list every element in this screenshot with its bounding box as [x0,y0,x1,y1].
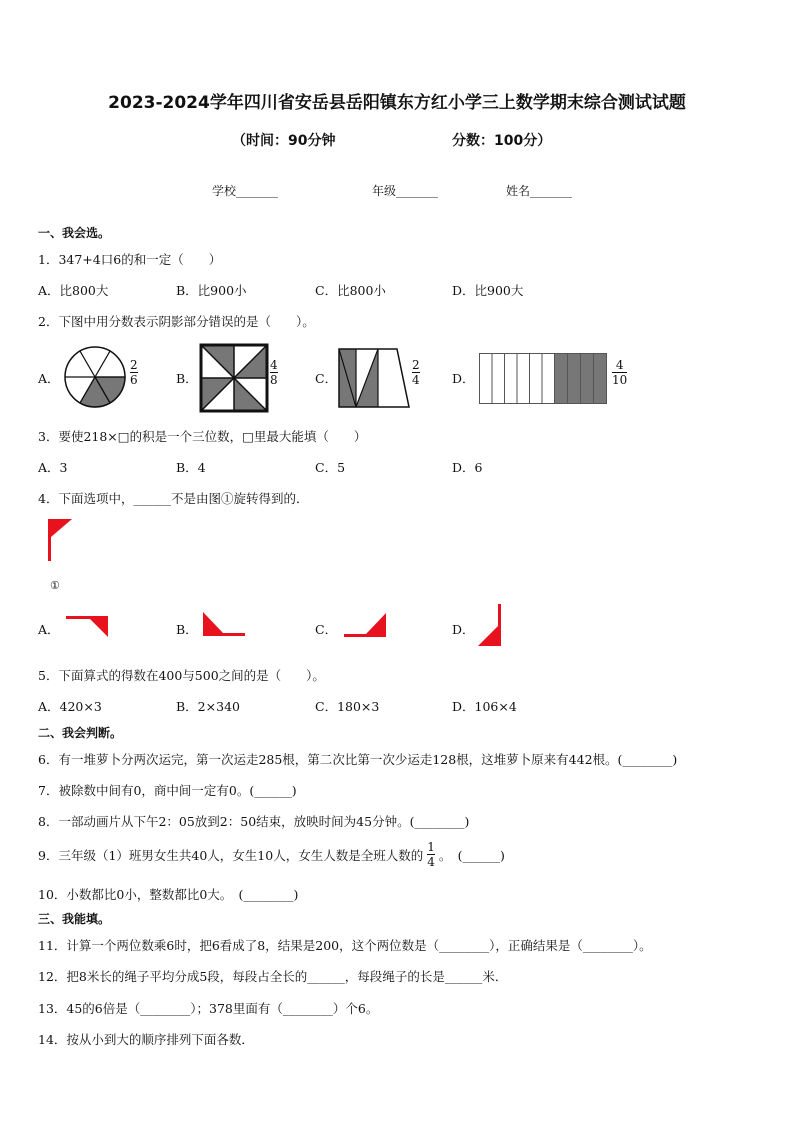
figure-1-label: ① [50,579,60,592]
section-heading: 二、我会判断。 [38,726,123,740]
rotated-flag-a [66,616,110,640]
q2-fraction-b [270,358,278,387]
q1-option-a: A．比800大 [38,283,109,298]
rotated-flag-b [203,612,247,638]
question-14: 14．按从小到大的顺序排列下面各数． [38,1032,254,1047]
q3-option-a: A．3 [38,460,68,475]
q5-option-d: D．106×4 [452,699,517,714]
q2-fraction-c [412,358,420,387]
section-heading: 一、我会选。 [38,226,111,240]
circle-sixths-figure [64,346,126,408]
question-9 [38,840,505,869]
exam-time: （时间：90分钟 [232,133,336,149]
q4-option-c-label: C． [315,622,338,637]
numerator: 4 [270,358,278,372]
rotated-flag-d [478,604,504,648]
question-6: 6．有一堆萝卜分两次运完，第一次运走285根，第二次比第一次少运走128根，这堆萝卜原来有442根。(________) [38,752,678,767]
numerator: 1 [427,840,435,854]
q2-fraction-a [130,358,138,387]
page-title: 2023-2024学年四川省安岳县岳阳镇东方红小学三上数学期末综合测试试题 [108,93,686,113]
question-10: 10．小数都比0小，整数都比0大。 (________) [38,887,299,902]
q4-option-b-label: B． [176,622,198,637]
q4-option-a-label: A． [38,622,60,637]
question-13: 13．45的6倍是（________）；378里面有（________）个6。 [38,1001,379,1016]
exam-score: 分数：100分） [452,133,552,149]
q4-option-d-label: D． [452,622,475,637]
q2-option-a-label: A． [38,371,60,386]
denominator: 8 [270,373,278,387]
q3-option-d: D．6 [452,460,483,475]
question-2: 2．下图中用分数表示阴影部分错误的是（ ）。 [38,314,315,329]
q1-option-c: C．比800小 [315,283,386,298]
question-5: 5．下面算式的得数在400与500之间的是（ ）。 [38,668,325,683]
trapezoid-figure [338,348,410,410]
q3-option-b: B．4 [176,460,206,475]
name-field: 姓名_______ [506,184,573,198]
q1-option-b: B．比900小 [176,283,247,298]
numerator: 2 [130,358,138,372]
square-eighths-figure [201,345,267,411]
question-12: 12．把8米长的绳子平均分成5段，每段占全长的______，每段绳子的长是______米． [38,969,508,984]
denominator: 10 [612,373,628,387]
grade-field: 年级_______ [372,184,439,198]
question-8: 8．一部动画片从下午2：05放到2：50结束，放映时间为45分钟。(________) [38,814,470,829]
question-7: 7．被除数中间有0，商中间一定有0。(______) [38,783,297,798]
flag-figure-1 [48,519,74,563]
strip-tenths-figure [479,353,609,405]
q1-option-d: D．比900大 [452,283,524,298]
denominator: 6 [130,373,138,387]
q3-option-c: C．5 [315,460,346,475]
question-4: 4．下面选项中，______不是由图①旋转得到的． [38,491,309,506]
question-1: 1．347+4口6的和一定（ ） [38,252,222,267]
question-11: 11．计算一个两位数乘6时，把6看成了8，结果是200，这个两位数是（________），正确结果是（________）。 [38,938,652,953]
school-field: 学校_______ [212,184,279,198]
q5-option-b: B．2×340 [176,699,240,714]
numerator: 2 [412,358,420,372]
q2-fraction-d [612,358,627,387]
q2-option-b-label: B． [176,371,198,386]
q9-text-after: 。 (______) [438,847,505,863]
denominator: 4 [412,373,420,387]
question-3: 3．要使218×□的积是一个三位数，□里最大能填（ ） [38,429,367,444]
q2-option-d-label: D． [452,371,475,386]
q9-text-before: 9．三年级（1）班男女生共40人，女生10人，女生人数是全班人数的 [38,847,424,863]
q5-option-c: C．180×3 [315,699,380,714]
denominator: 4 [427,855,435,869]
rotated-flag-c [344,613,388,639]
q2-option-c-label: C． [315,371,338,386]
section-heading: 三、我能填。 [38,912,111,926]
numerator: 4 [615,358,624,372]
q5-option-a: A．420×3 [38,699,102,714]
